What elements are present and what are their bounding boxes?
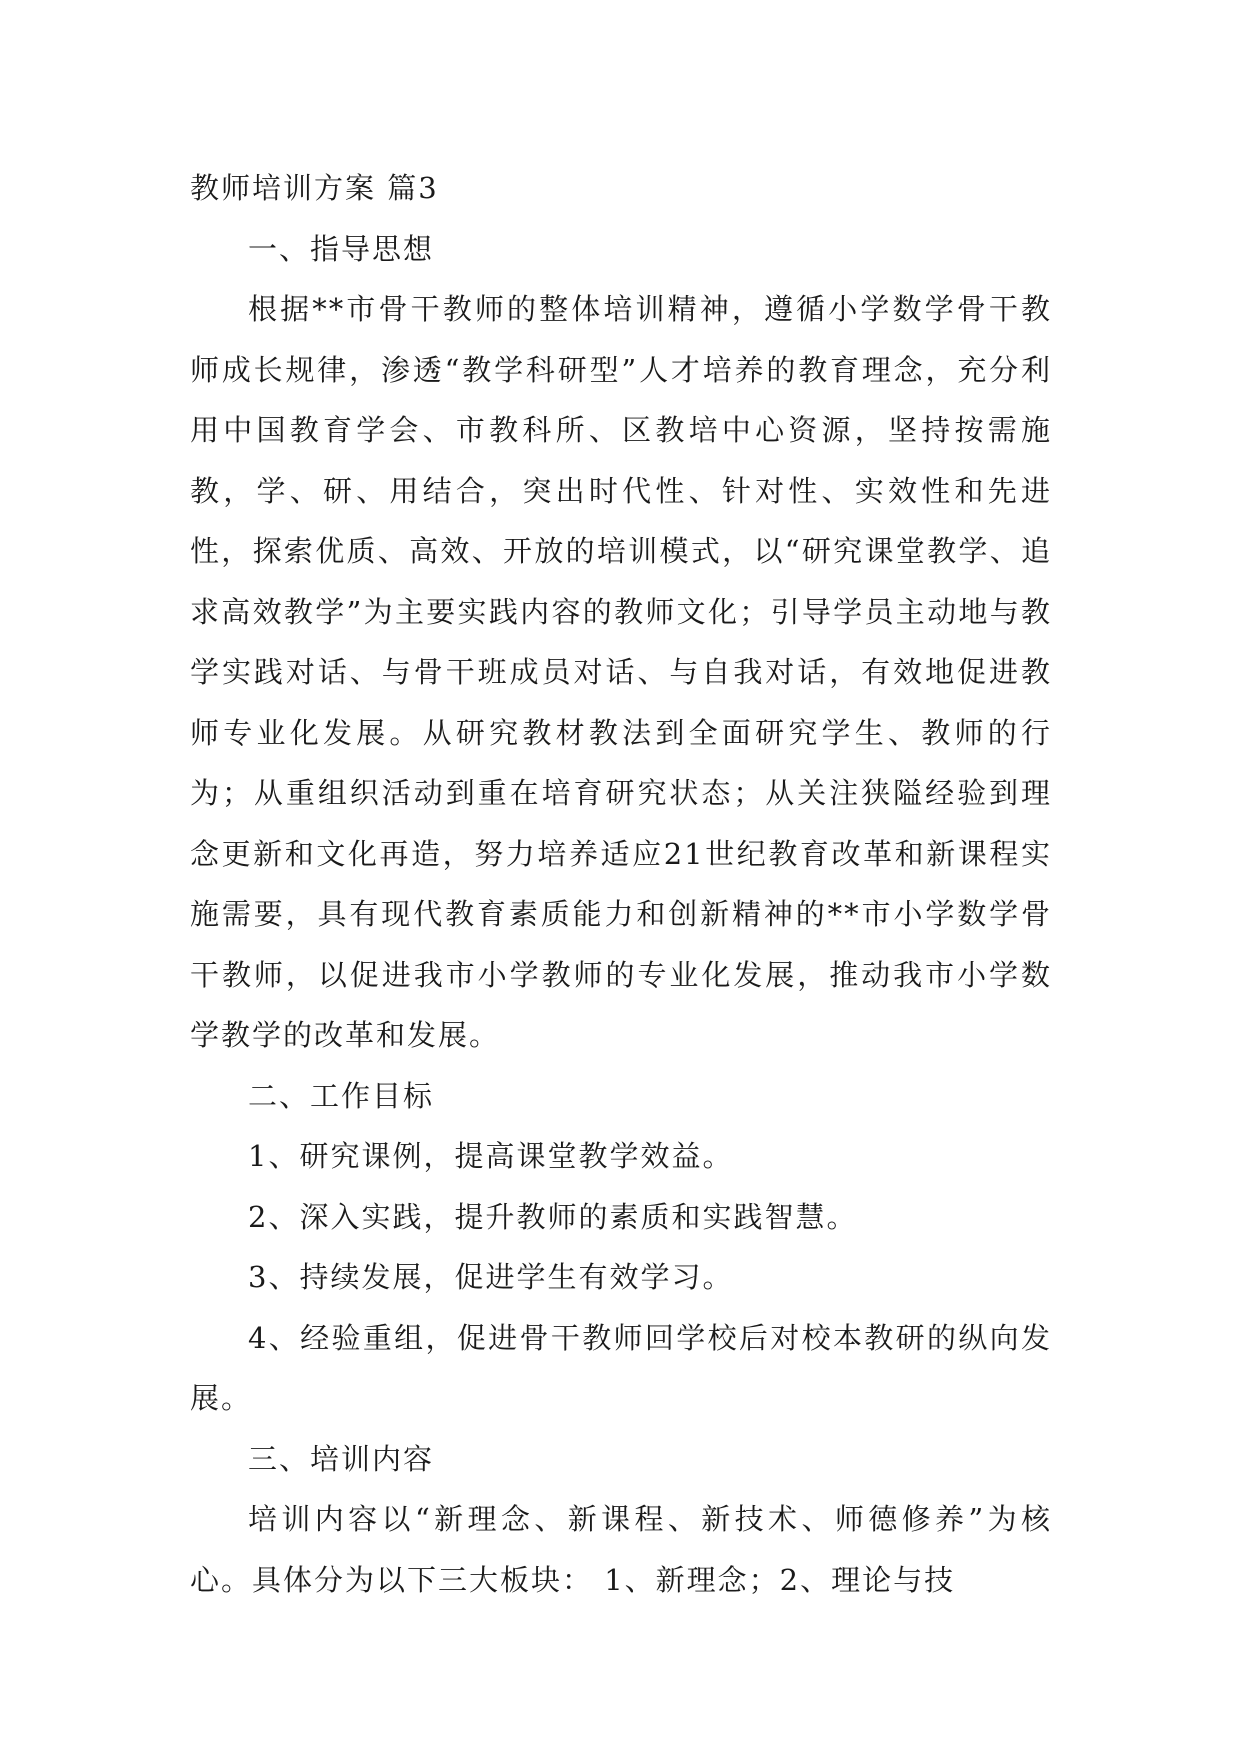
section-heading-guiding-ideology: 一、指导思想 [248,231,435,266]
document-title: 教师培训方案 篇3 [190,171,439,205]
goal-item-4: 4、经验重组，促进骨干教师回学校后对校本教研的纵向发展。 [190,1320,1052,1415]
goal-item-3: 3、持续发展，促进学生有效学习。 [248,1260,734,1294]
goal-item-2: 2、深入实践，提升教师的素质和实践智慧。 [248,1199,858,1234]
section-heading-work-goals: 二、工作目标 [248,1078,435,1113]
document-body [190,158,1052,1610]
paragraph-guiding-ideology: 根据**市骨干教师的整体培训精神，遵循小学数学骨干教师成长规律，渗透“教学科研型”人才培养的教育理念，充分利用中国教育学会、市教科所、区教培中心资源，坚持按需施教，学、研、用结合，突出时代性、针对性、实效性和先进性，探索优质、高效、开放的培训模式，以“研究课堂教学、追求高效教学”为主要实践内容的教师文化；引导学员主动地与教学实践对话、与骨干班成员对话、与自我对话，有效地促进教师专业化发展。从研究教材教法到全面研究学生、教师的行为；从重组织活动到重在培育研究状态；从关注狭隘经验到理念更新和文化再造，努力培养适应21世纪教育改革和新课程实施需要，具有现代教育素质能力和创新精神的**市小学数学骨干教师，以促进我市小学教师的专业化发展，推动我市小学数学教学的改革和发展。 [190,292,1052,1052]
paragraph-training-content: 培训内容以“新理念、新课程、新技术、师德修养”为核心。具体分为以下三大板块： 1、新理念；2、理论与技 [190,1502,1052,1597]
section-heading-training-content: 三、培训内容 [248,1441,435,1476]
goal-item-1: 1、研究课例，提高课堂教学效益。 [248,1139,734,1173]
